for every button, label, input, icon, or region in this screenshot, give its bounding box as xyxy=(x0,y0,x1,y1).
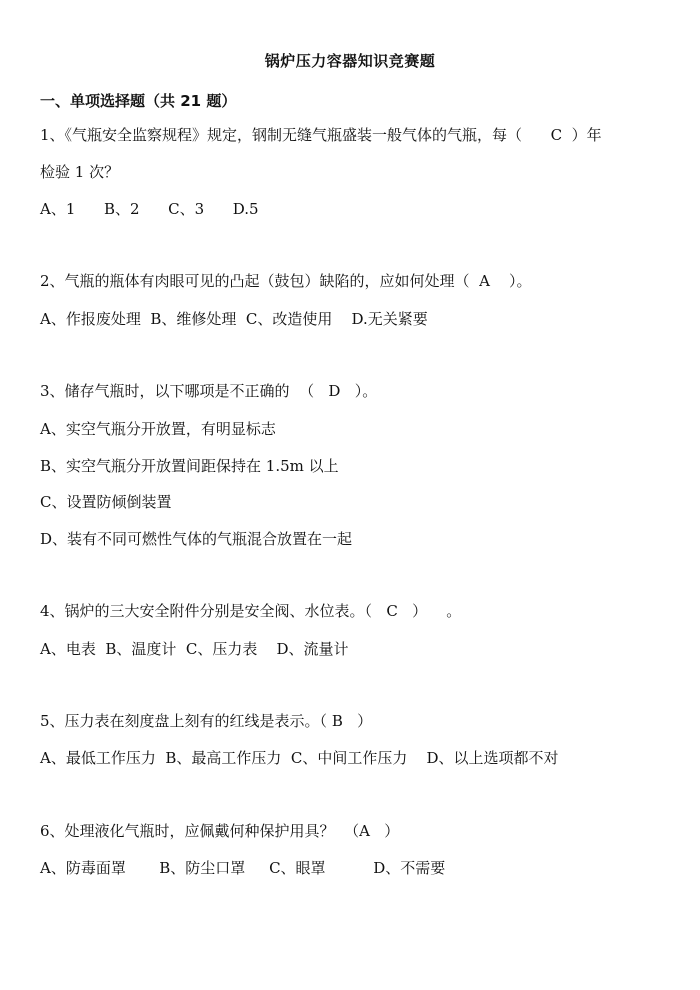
question-3-option-d: D、装有不同可燃性气体的气瓶混合放置在一起 xyxy=(40,530,353,548)
section-heading: 一、单项选择题（共 21 题） xyxy=(40,92,237,110)
question-1-stem-line-1: 1、《气瓶安全监察规程》规定，钢制无缝气瓶盛装一般气体的气瓶，每（ C ）年 xyxy=(40,126,602,144)
question-3-stem: 3、储存气瓶时，以下哪项是不正确的 （ D ）。 xyxy=(40,382,378,400)
question-2-stem: 2、气瓶的瓶体有肉眼可见的凸起（鼓包）缺陷的，应如何处理（ A ）。 xyxy=(40,272,532,290)
question-4-options: A、电表 B、温度计 C、压力表 D、流量计 xyxy=(40,640,349,658)
question-6-stem: 6、处理液化气瓶时，应佩戴何种保护用具？ （A ） xyxy=(40,822,400,840)
question-3-option-c: C、设置防倾倒装置 xyxy=(40,493,172,511)
document-title: 锅炉压力容器知识竞赛题 xyxy=(264,52,436,70)
question-1-options: A、1 B、2 C、3 D.5 xyxy=(40,200,259,218)
question-3-option-a: A、实空气瓶分开放置，有明显标志 xyxy=(40,420,276,438)
question-2-options: A、作报废处理 B、维修处理 C、改造使用 D.无关紧要 xyxy=(40,310,428,328)
question-5-stem: 5、压力表在刻度盘上刻有的红线是表示。（ B ） xyxy=(40,712,373,730)
question-1-stem-line-2: 检验 1 次？ xyxy=(40,163,120,181)
question-4-stem: 4、锅炉的三大安全附件分别是安全阀、水位表。（ C ） 。 xyxy=(40,602,462,620)
question-3-option-b: B、实空气瓶分开放置间距保持在 1.5m 以上 xyxy=(40,457,339,475)
question-6-options: A、防毒面罩 B、防尘口罩 C、眼罩 D、不需要 xyxy=(40,859,446,877)
question-5-options: A、最低工作压力 B、最高工作压力 C、中间工作压力 D、以上选项都不对 xyxy=(40,749,559,767)
